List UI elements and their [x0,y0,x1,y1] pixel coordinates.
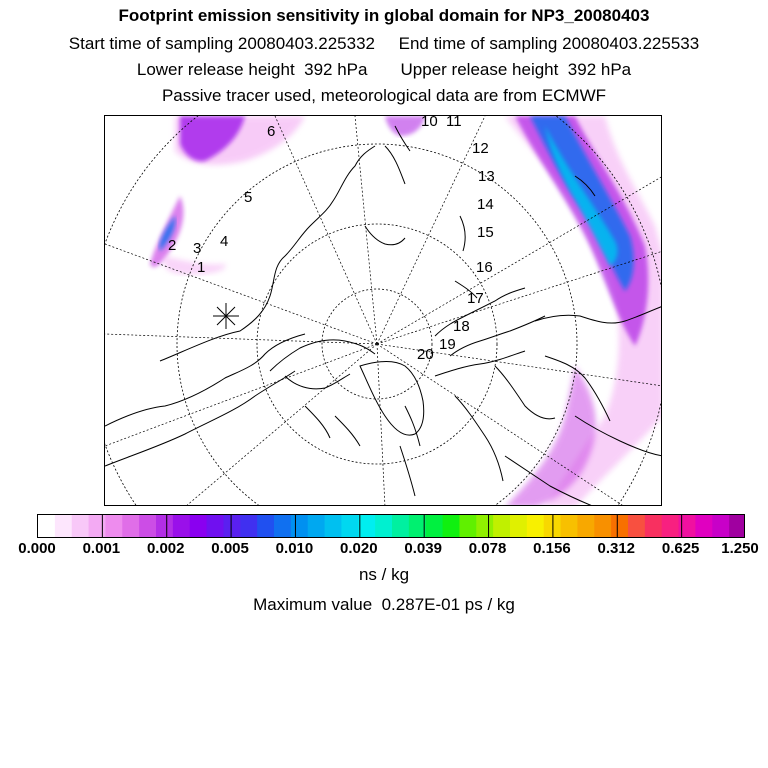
colorbar-swatch [695,515,712,538]
traj-label-20: 20 [417,346,434,363]
colorbar-swatch [409,515,426,538]
colorbar-swatch [38,515,55,538]
colorbar [37,514,745,538]
colorbar-swatch [190,515,207,538]
colorbar-swatches [38,515,745,538]
colorbar-tick-label: 0.156 [533,540,571,557]
colorbar-swatch [308,515,325,538]
traj-label-11: 11 [446,116,462,130]
colorbar-tick-label: 0.625 [661,540,700,557]
colorbar-swatch [156,515,173,538]
colorbar-tick-label: 0.001 [82,540,121,557]
colorbar-swatch [712,515,729,538]
traj-label-14: 14 [477,196,494,213]
traj-label-15: 15 [477,224,494,241]
colorbar-swatch [72,515,89,538]
colorbar-tick-label: 0.078 [468,540,507,557]
colorbar-swatch [527,515,544,538]
traj-label-19: 19 [439,336,456,353]
colorbar-swatch [358,515,375,538]
upper-height-label: Upper release height 392 hPa [400,60,632,79]
release-site-star [213,303,239,329]
lower-height-label: Lower release height 392 hPa [136,60,368,79]
traj-label-13: 13 [478,168,495,185]
traj-label-5: 5 [244,189,253,206]
colorbar-swatch [544,515,561,538]
sensitivity-plume-west [150,196,229,274]
colorbar-swatch [89,515,106,538]
colorbar-swatch [476,515,493,538]
colorbar-tick-label: 0.005 [211,540,249,557]
model-info: Passive tracer used, meteorological data are from ECMWF [161,86,607,105]
colorbar-swatch [611,515,628,538]
footprint-map [104,115,662,506]
colorbar-tick-label: 0.000 [18,540,56,557]
colorbar-swatch [459,515,476,538]
colorbar-swatch [325,515,342,538]
colorbar-swatch [223,515,240,538]
colorbar-swatch [274,515,291,538]
traj-label-17: 17 [467,290,484,307]
colorbar-swatch [139,515,156,538]
colorbar-swatch [729,515,745,538]
colorbar-swatch [341,515,358,538]
colorbar-unit: ns / kg [358,565,410,584]
colorbar-swatch [392,515,409,538]
colorbar-tick-label: 0.010 [275,540,314,557]
traj-label-4: 4 [220,233,229,250]
colorbar-swatch [291,515,308,538]
colorbar-swatch [240,515,257,538]
figure-title: Footprint emission sensitivity in global domain for NP3_20080403 [118,6,650,25]
colorbar-swatch [426,515,443,538]
traj-label-3: 3 [193,240,202,257]
colorbar-swatch [257,515,274,538]
sensitivity-plume-north [175,116,425,165]
colorbar-swatch [105,515,122,538]
colorbar-tick-label: 0.002 [146,540,185,557]
colorbar-swatch [561,515,578,538]
colorbar-swatch [122,515,139,538]
colorbar-swatch [662,515,679,538]
traj-label-12: 12 [472,140,489,157]
traj-label-1: 1 [197,259,206,276]
map-canvas [105,116,662,506]
colorbar-swatch [443,515,460,538]
release-heights [0,60,768,80]
colorbar-swatch [493,515,510,538]
colorbar-swatch [207,515,224,538]
colorbar-swatch [173,515,190,538]
traj-label-16: 16 [476,259,493,276]
start-time-label: Start time of sampling 20080403.225332 [68,34,376,53]
colorbar-swatch [628,515,645,538]
colorbar-tick-label: 0.020 [340,540,378,557]
sensitivity-plume-east [505,116,662,506]
traj-label-6: 6 [267,123,276,140]
end-time-label: End time of sampling 20080403.225533 [398,34,700,53]
traj-label-2: 2 [168,237,177,254]
colorbar-swatch [55,515,72,538]
colorbar-swatch [375,515,392,538]
colorbar-tick-label: 1.250 [721,540,759,557]
colorbar-swatch [594,515,611,538]
traj-label-10: 10 [421,116,438,130]
colorbar-tick-label: 0.039 [404,540,442,557]
colorbar-swatch [577,515,594,538]
colorbar-swatch [645,515,662,538]
maximum-value: Maximum value 0.287E-01 ps / kg [253,595,515,614]
colorbar-swatch [510,515,527,538]
colorbar-tick-label: 0.312 [597,540,636,557]
traj-label-18: 18 [453,318,470,335]
sampling-times [0,34,768,54]
